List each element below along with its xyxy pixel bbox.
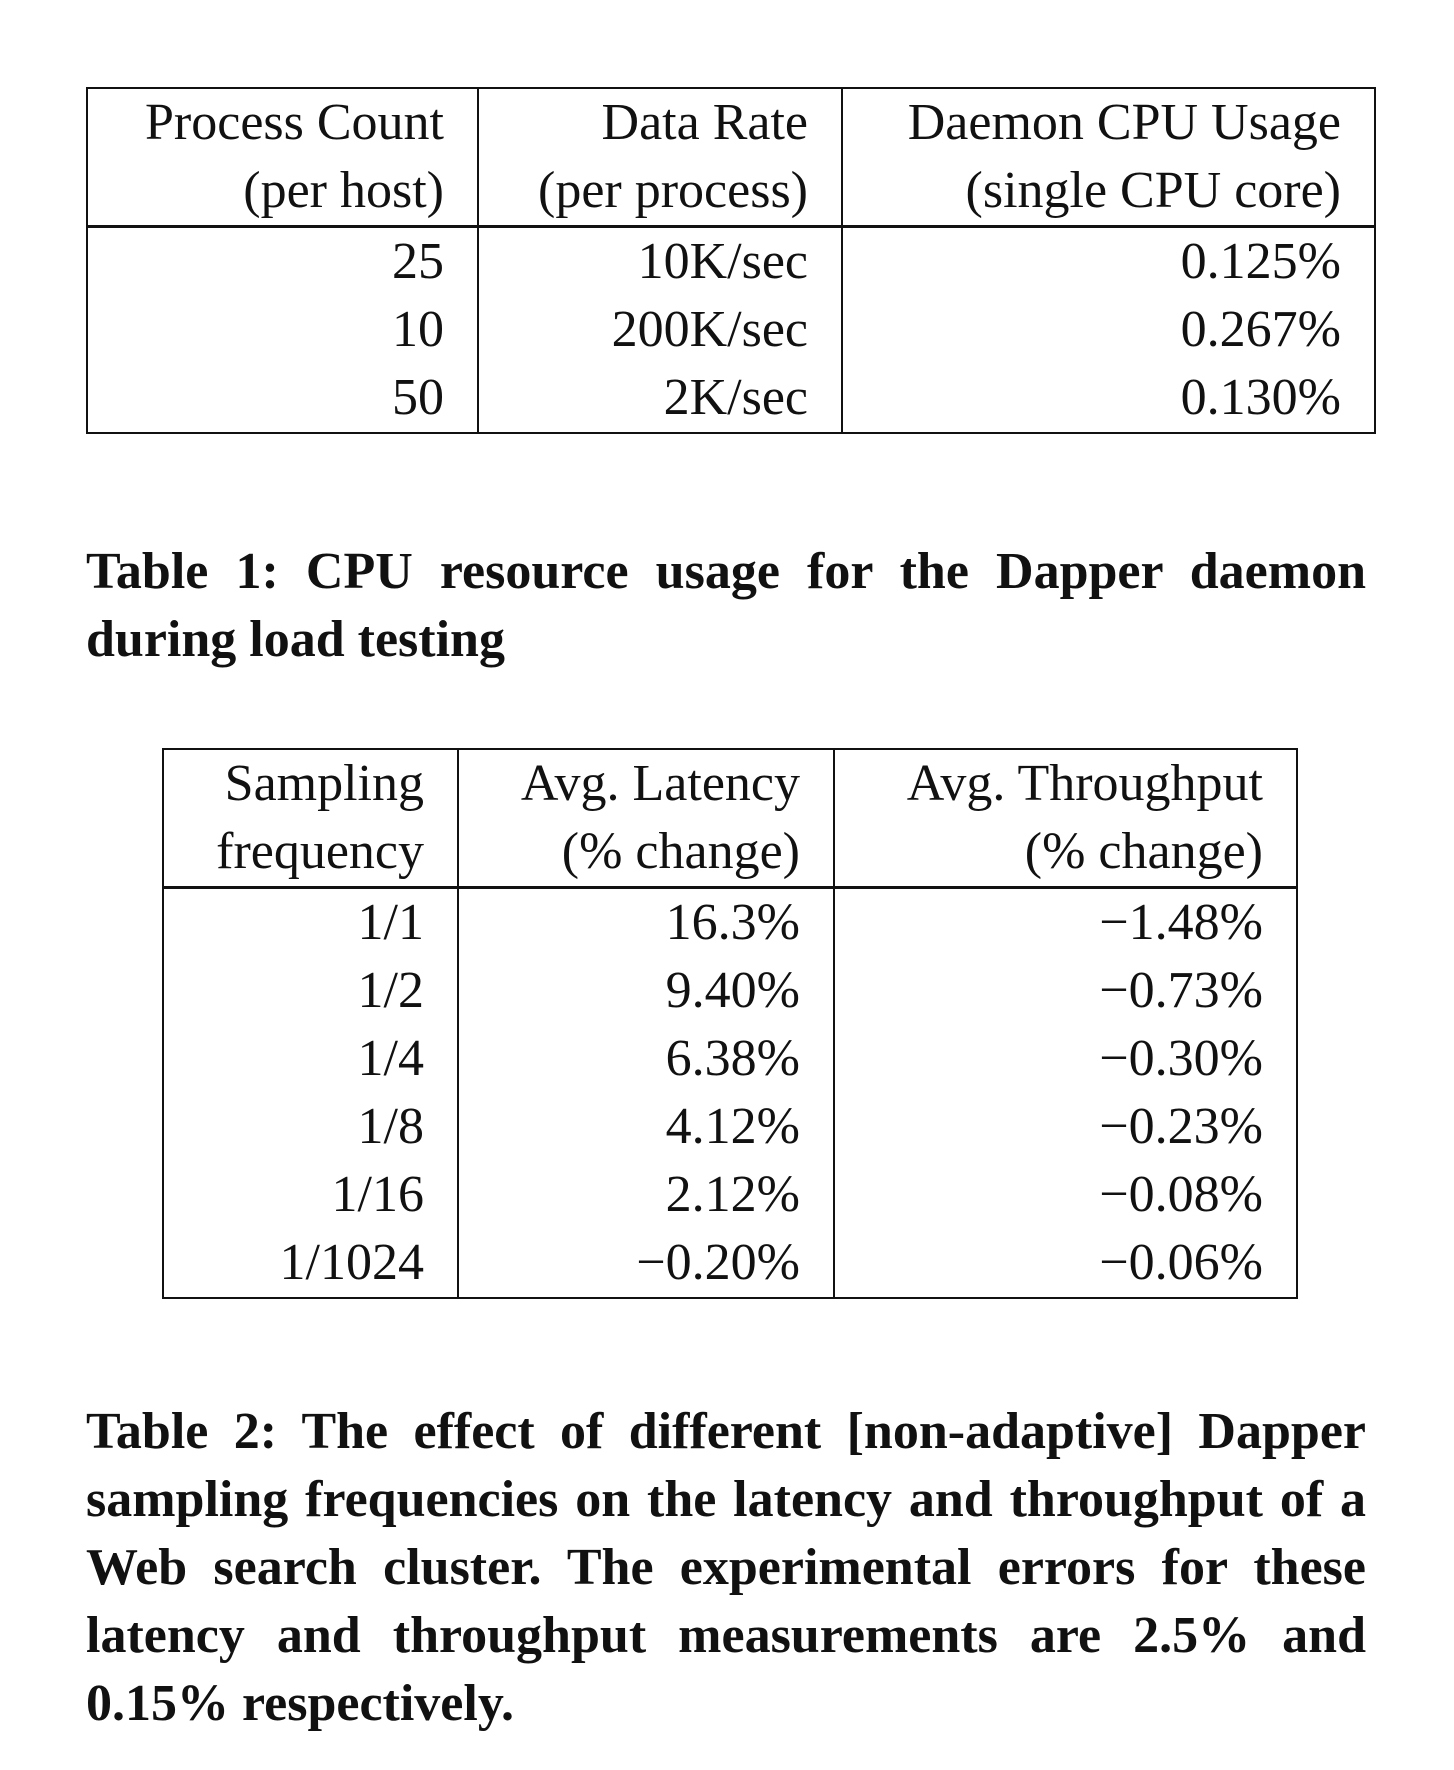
- cell-cpu-usage: 0.125%: [842, 227, 1375, 297]
- cell-cpu-usage: 0.130%: [842, 364, 1375, 433]
- cell-throughput: −0.08%: [834, 1161, 1297, 1229]
- table-row: [87, 364, 1375, 433]
- table-header-row-2: [87, 157, 1375, 227]
- cell-latency: 6.38%: [458, 1025, 834, 1093]
- cell-cpu-usage: 0.267%: [842, 296, 1375, 364]
- cell-sampling: 1/1: [163, 888, 458, 958]
- table1-caption: Table 1: CPU resource usage for the Dapper daemon during load testing: [86, 543, 1366, 668]
- cell-process-count: 50: [87, 364, 478, 433]
- header-data-rate-line1: Data Rate: [478, 88, 842, 157]
- cell-latency: 9.40%: [458, 957, 834, 1025]
- cell-sampling: 1/1024: [163, 1229, 458, 1298]
- cell-sampling: 1/4: [163, 1025, 458, 1093]
- cell-latency: 4.12%: [458, 1093, 834, 1161]
- table-row: [163, 888, 1297, 958]
- header-cpu-usage-line2: (single CPU core): [842, 157, 1375, 227]
- cell-data-rate: 2K/sec: [478, 364, 842, 433]
- header-sampling-line2: frequency: [163, 818, 458, 888]
- cell-data-rate: 200K/sec: [478, 296, 842, 364]
- header-throughput-line2: (% change): [834, 818, 1297, 888]
- table-row: [163, 1025, 1297, 1093]
- sampling-frequency-table: [162, 748, 1298, 1299]
- table-row: [87, 296, 1375, 364]
- cell-throughput: −1.48%: [834, 888, 1297, 958]
- cell-data-rate: 10K/sec: [478, 227, 842, 297]
- table-row: [163, 1093, 1297, 1161]
- table2-caption: Table 2: The effect of different [non-adaptive] Dapper sampling frequencies on the latency and throughput of a Web search cluster. The experimental errors for these latency and throughput measurements are 2.5% and 0.15% respectively.: [86, 1403, 1366, 1732]
- cell-latency: 16.3%: [458, 888, 834, 958]
- cell-throughput: −0.73%: [834, 957, 1297, 1025]
- header-process-count-line1: Process Count: [87, 88, 478, 157]
- table-header-row-1: [87, 88, 1375, 157]
- header-data-rate-line2: (per process): [478, 157, 842, 227]
- cell-latency: −0.20%: [458, 1229, 834, 1298]
- cell-sampling: 1/2: [163, 957, 458, 1025]
- table-row: [87, 227, 1375, 297]
- table-row: [163, 1229, 1297, 1298]
- table-header-row-2: [163, 818, 1297, 888]
- table-row: [163, 957, 1297, 1025]
- table-row: [163, 1161, 1297, 1229]
- cell-throughput: −0.06%: [834, 1229, 1297, 1298]
- cpu-usage-table: [86, 87, 1376, 434]
- cell-process-count: 10: [87, 296, 478, 364]
- header-sampling-line1: Sampling: [163, 749, 458, 818]
- cell-sampling: 1/8: [163, 1093, 458, 1161]
- cell-throughput: −0.23%: [834, 1093, 1297, 1161]
- cell-process-count: 25: [87, 227, 478, 297]
- cell-latency: 2.12%: [458, 1161, 834, 1229]
- header-latency-line1: Avg. Latency: [458, 749, 834, 818]
- header-latency-line2: (% change): [458, 818, 834, 888]
- header-throughput-line1: Avg. Throughput: [834, 749, 1297, 818]
- header-process-count-line2: (per host): [87, 157, 478, 227]
- table-header-row-1: [163, 749, 1297, 818]
- header-cpu-usage-line1: Daemon CPU Usage: [842, 88, 1375, 157]
- cell-throughput: −0.30%: [834, 1025, 1297, 1093]
- cell-sampling: 1/16: [163, 1161, 458, 1229]
